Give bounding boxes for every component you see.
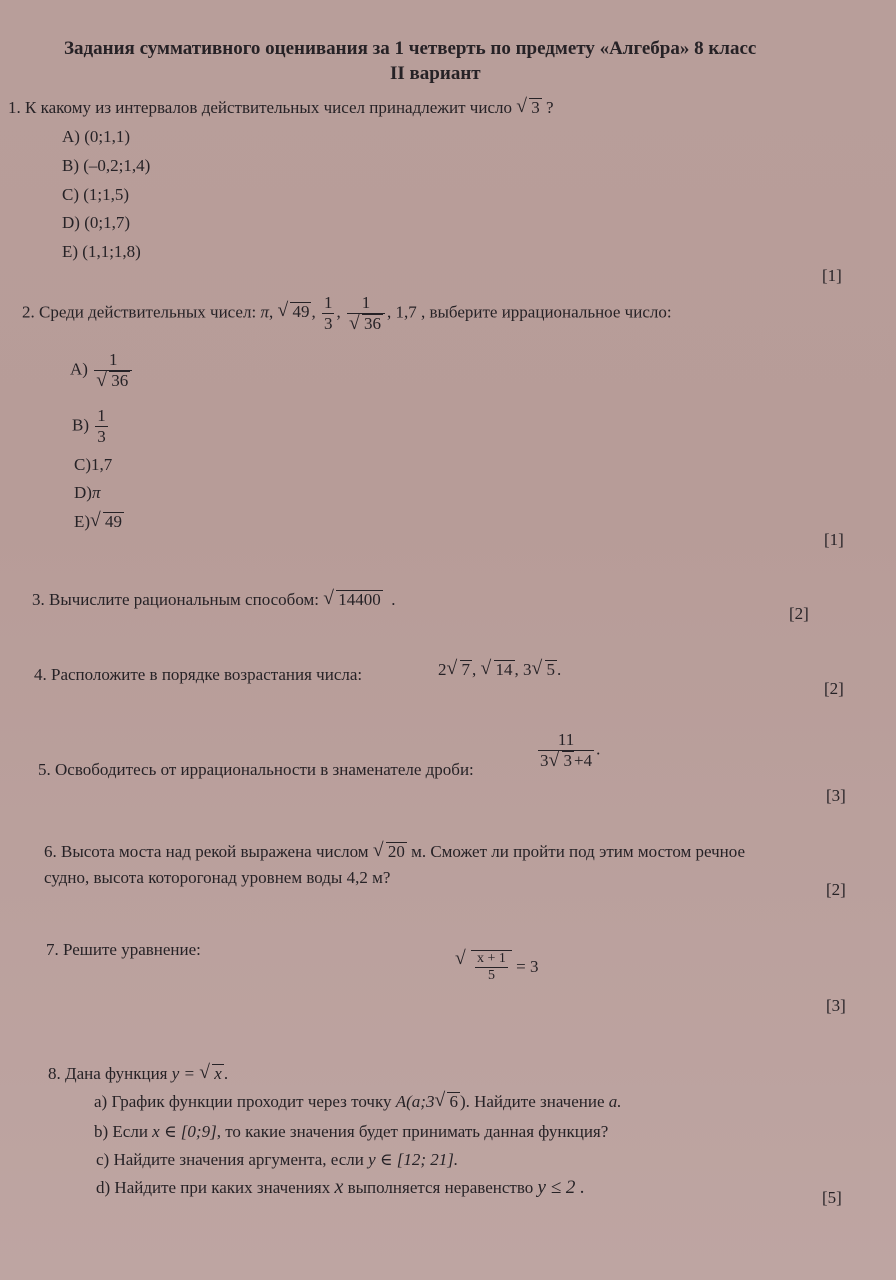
question-2: 2. Среди действительных чисел: π, √ 49 , $\frac{1}{3}$ , 1 √ 36 , 1,7 , выберите иррациональное число: [22,293,672,334]
q1-option-a: A) (0;1,1) [62,127,130,146]
question-8: 8. Дана функция y = √ x . [48,1064,228,1084]
sqrt-20: √ 20 [373,842,407,862]
q3-score: [2] [789,604,809,623]
q1-option-c: C) (1;1,5) [62,185,130,204]
worksheet-title: Задания суммативного оценивания за 1 четверть по предмету «Алгебра» 8 класс [64,38,757,59]
q4-score: [2] [824,679,844,698]
variant-label: II вариант [390,63,481,84]
question-1: 1. К какому из интервалов действительных чисел принадлежит число √ 3 ? [8,98,554,118]
q2-score: [1] [824,530,844,549]
question-4: 4. Расположите в порядке возрастания числа: [34,665,363,684]
question-5: 5. Освободитесь от иррациональности в знаменателе дроби: [38,760,474,779]
q8-part-c: c) Найдите значения аргумента, если y ∈ [12; 21]. [96,1150,459,1169]
q2-option-e: E)√ 49 [74,512,124,532]
q1-score: [1] [822,266,842,285]
fraction-one-over-sqrt36: 1 √ 36 [347,293,385,334]
q5-fraction: $\frac{11}{3√ 3 +4}$ . [536,730,600,771]
q8-part-b: b) Если x ∈ [0;9], то какие значения будет принимать данная функция? [94,1122,609,1141]
question-3: 3. Вычислите рациональным способом: √ 14400 . [32,590,395,610]
q2-option-a: A) 1 √ 36 [70,350,134,391]
q5-score: [3] [826,786,846,805]
q7-equation: √ $\frac{x + 1}{5}$ = 3 [455,950,539,985]
q6-score: [2] [826,880,846,899]
q8-part-a: a) График функции проходит через точку A(a;3√ 6 ). Найдите значение a. [94,1092,622,1112]
q2-option-b: B) $\frac{1}{3}$ [72,406,106,446]
question-7: 7. Решите уравнение: [46,940,201,959]
question-6-line-2: судно, высота которогонад уровнем воды 4,2 м? [44,868,391,887]
question-1-text: 1. К какому из интервалов действительных чисел принадлежит число [8,98,512,117]
question-6-line-1: 6. Высота моста над рекой выражена числом √ 20 м. Сможет ли пройти под этим мостом речное [44,842,745,862]
pi-symbol: π [260,302,269,322]
q1-option-b: B) (–0,2;1,4) [62,156,151,175]
q8-part-d: d) Найдите при каких значениях x выполняется неравенство y ≤ 2 . [96,1176,585,1198]
sqrt-3: √ 3 [516,98,542,118]
q8-score: [5] [822,1188,842,1207]
q1-option-e: E) (1,1;1,8) [62,242,141,261]
q1-option-d: D) (0;1,7) [62,213,130,232]
sqrt-14400: √ 14400 [323,590,383,610]
q2-option-d: D)π [74,483,101,502]
q4-numbers: 2√ 7 , √ 14 , 3√ 5 . [438,660,561,680]
sqrt-49: √ 49 [277,302,311,322]
q2-option-c: C)1,7 [74,455,113,474]
fraction-one-third: $\frac{1}{3}$ [323,293,333,333]
q7-score: [3] [826,996,846,1015]
